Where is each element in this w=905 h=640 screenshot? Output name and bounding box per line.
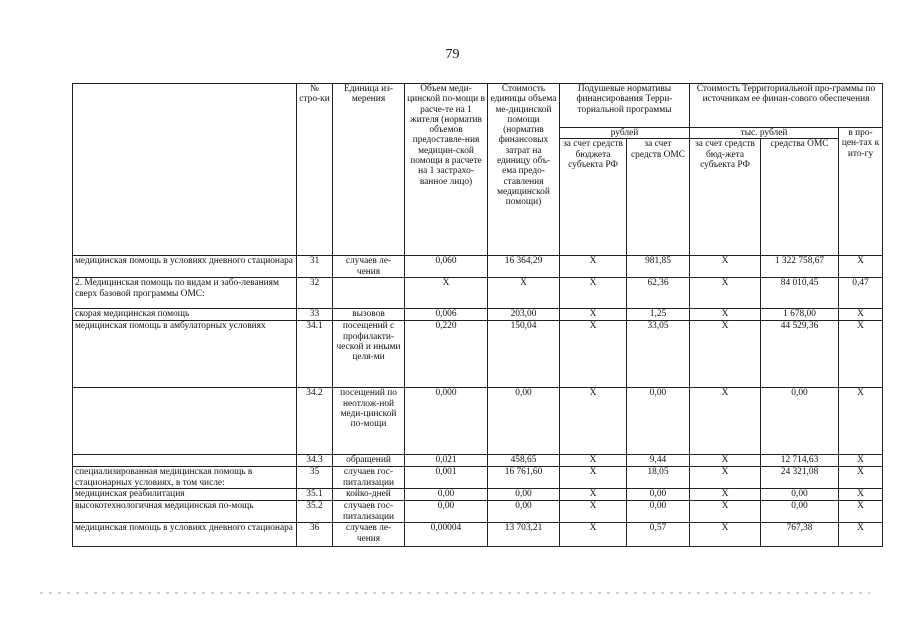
table-row: [73, 309, 883, 321]
row-pc-oms: 0,00: [627, 388, 690, 455]
table-header: [73, 84, 883, 256]
row-name: медицинская реабилитация: [73, 489, 297, 501]
header-per-capita: Подушевые нормативы финансирования Терри-ториальной программы: [560, 84, 690, 128]
row-pc-budget: X: [560, 455, 627, 467]
row-tc-oms: 0,00: [761, 489, 839, 501]
row-name: [73, 388, 297, 455]
row-pc-oms: 0,57: [627, 523, 690, 547]
row-tc-budget: X: [690, 489, 761, 501]
row-no: 31: [297, 256, 333, 278]
row-unit: случаев гос-питализации: [333, 467, 405, 489]
row-tc-budget: X: [690, 388, 761, 455]
row-no: 35.1: [297, 489, 333, 501]
row-no: 34.3: [297, 455, 333, 467]
row-pc-oms: 33,05: [627, 321, 690, 388]
row-pc-budget: X: [560, 309, 627, 321]
row-percent: X: [839, 321, 883, 388]
row-no: 34.1: [297, 321, 333, 388]
row-pc-budget: X: [560, 489, 627, 501]
table-row: [73, 501, 883, 523]
row-name: медицинская помощь в условиях дневного стационара: [73, 523, 297, 547]
row-cost: X: [488, 278, 560, 309]
row-name: 2. Медицинская помощь по видам и забо-леваниям сверх базовой программы ОМС:: [73, 278, 297, 309]
row-percent: X: [839, 501, 883, 523]
row-pc-budget: X: [560, 256, 627, 278]
row-no: 34.2: [297, 388, 333, 455]
row-name: специализированная медицинская помощь в стационарных условиях, в том числе:: [73, 467, 297, 489]
header-pc-budget: за счет средств бюджета субъекта РФ: [560, 139, 627, 256]
table-row: [73, 489, 883, 501]
row-name: [73, 455, 297, 467]
row-tc-budget: X: [690, 256, 761, 278]
row-no: 33: [297, 309, 333, 321]
table-row: [73, 455, 883, 467]
row-tc-budget: X: [690, 309, 761, 321]
row-volume: 0,060: [405, 256, 488, 278]
row-volume: 0,00: [405, 501, 488, 523]
row-volume: 0,00004: [405, 523, 488, 547]
table-row: [73, 321, 883, 388]
row-pc-budget: X: [560, 278, 627, 309]
row-volume: 0,000: [405, 388, 488, 455]
header-tc-oms: средства ОМС: [761, 139, 839, 256]
scan-artifact-line: [40, 592, 870, 594]
row-no: 32: [297, 278, 333, 309]
row-cost: 458,65: [488, 455, 560, 467]
row-percent: X: [839, 467, 883, 489]
row-percent: X: [839, 455, 883, 467]
header-unit: Единица из-мерения: [333, 84, 405, 256]
row-tc-oms: 44 529,36: [761, 321, 839, 388]
row-cost: 0,00: [488, 489, 560, 501]
row-tc-oms: 24 321,08: [761, 467, 839, 489]
table-row: [73, 256, 883, 278]
table-row: [73, 523, 883, 547]
row-pc-budget: X: [560, 523, 627, 547]
row-tc-oms: 767,38: [761, 523, 839, 547]
row-tc-budget: X: [690, 523, 761, 547]
header-percent: в про-цен-тах к ито-гу: [839, 128, 883, 256]
row-tc-budget: X: [690, 501, 761, 523]
row-cost: 150,04: [488, 321, 560, 388]
row-tc-oms: 0,00: [761, 501, 839, 523]
row-name: медицинская помощь в условиях дневного стационара: [73, 256, 297, 278]
row-unit: койко-дней: [333, 489, 405, 501]
header-name: [73, 84, 297, 256]
row-cost: 0,00: [488, 388, 560, 455]
table-body: [73, 256, 883, 547]
row-cost: 16 364,29: [488, 256, 560, 278]
row-pc-oms: 62,36: [627, 278, 690, 309]
row-tc-budget: X: [690, 467, 761, 489]
row-tc-oms: 1 678,00: [761, 309, 839, 321]
header-tc-budget: за счет средств бюд-жета субъекта РФ: [690, 139, 761, 256]
header-rub: рублей: [560, 128, 690, 139]
row-percent: X: [839, 388, 883, 455]
row-volume: 0,006: [405, 309, 488, 321]
row-pc-budget: X: [560, 467, 627, 489]
row-unit: посещений по неотлож-ной меди-цинской по-мощи: [333, 388, 405, 455]
row-no: 35: [297, 467, 333, 489]
table-row: [73, 388, 883, 455]
row-no: 35.2: [297, 501, 333, 523]
row-percent: X: [839, 309, 883, 321]
row-pc-oms: 1,25: [627, 309, 690, 321]
row-cost: 13 703,21: [488, 523, 560, 547]
row-volume: 0,00: [405, 489, 488, 501]
row-cost: 203,00: [488, 309, 560, 321]
row-pc-budget: X: [560, 388, 627, 455]
row-pc-oms: 18,05: [627, 467, 690, 489]
row-tc-budget: X: [690, 455, 761, 467]
row-no: 36: [297, 523, 333, 547]
header-program-cost: Стоимость Территориальной про-граммы по источникам ее финан-сового обеспечения: [690, 84, 883, 128]
header-cost: Стоимость единицы объема ме-дицинской помощи (норматив финансовых затрат на единицу объ-ема предо-ставления медицинской помощи): [488, 84, 560, 256]
row-volume: 0,220: [405, 321, 488, 388]
row-tc-budget: X: [690, 278, 761, 309]
row-percent: 0,47: [839, 278, 883, 309]
row-cost: 16 761,60: [488, 467, 560, 489]
row-percent: X: [839, 489, 883, 501]
header-row-no: № стро-ки: [297, 84, 333, 256]
row-unit: вызовов: [333, 309, 405, 321]
row-name: скорая медицинская помощь: [73, 309, 297, 321]
row-unit: случаев ле-чения: [333, 523, 405, 547]
row-unit: случаев ле-чения: [333, 256, 405, 278]
row-tc-oms: 12 714,63: [761, 455, 839, 467]
row-pc-oms: 981,85: [627, 256, 690, 278]
row-tc-oms: 84 010,45: [761, 278, 839, 309]
row-pc-oms: 9,44: [627, 455, 690, 467]
row-percent: X: [839, 523, 883, 547]
row-unit: посещений с профилакти-ческой и иными целя-ми: [333, 321, 405, 388]
row-percent: X: [839, 256, 883, 278]
row-name: медицинская помощь в амбулаторных условиях: [73, 321, 297, 388]
row-unit: [333, 278, 405, 309]
header-volume: Объем меди-цинской по-мощи в расче-те на 1 жителя (норматив объемов предоставле-ния медицин-ской помощи в расчете на 1 застрахо-ванное лицо): [405, 84, 488, 256]
row-unit: случаев гос-питализации: [333, 501, 405, 523]
row-unit: обращений: [333, 455, 405, 467]
row-tc-oms: 1 322 758,67: [761, 256, 839, 278]
header-thous-rub: тыс. рублей: [690, 128, 839, 139]
row-cost: 0,00: [488, 501, 560, 523]
row-pc-oms: 0,00: [627, 489, 690, 501]
row-tc-oms: 0,00: [761, 388, 839, 455]
table-row: [73, 467, 883, 489]
row-volume: X: [405, 278, 488, 309]
row-pc-budget: X: [560, 501, 627, 523]
row-volume: 0,021: [405, 455, 488, 467]
row-tc-budget: X: [690, 321, 761, 388]
row-name: высокотехнологичная медицинская по-мощь: [73, 501, 297, 523]
row-pc-budget: X: [560, 321, 627, 388]
table-row: [73, 278, 883, 309]
page-number: 79: [445, 47, 460, 62]
row-volume: 0,001: [405, 467, 488, 489]
row-pc-oms: 0,00: [627, 501, 690, 523]
financing-table: [72, 83, 883, 547]
header-pc-oms: за счет средств ОМС: [627, 139, 690, 256]
